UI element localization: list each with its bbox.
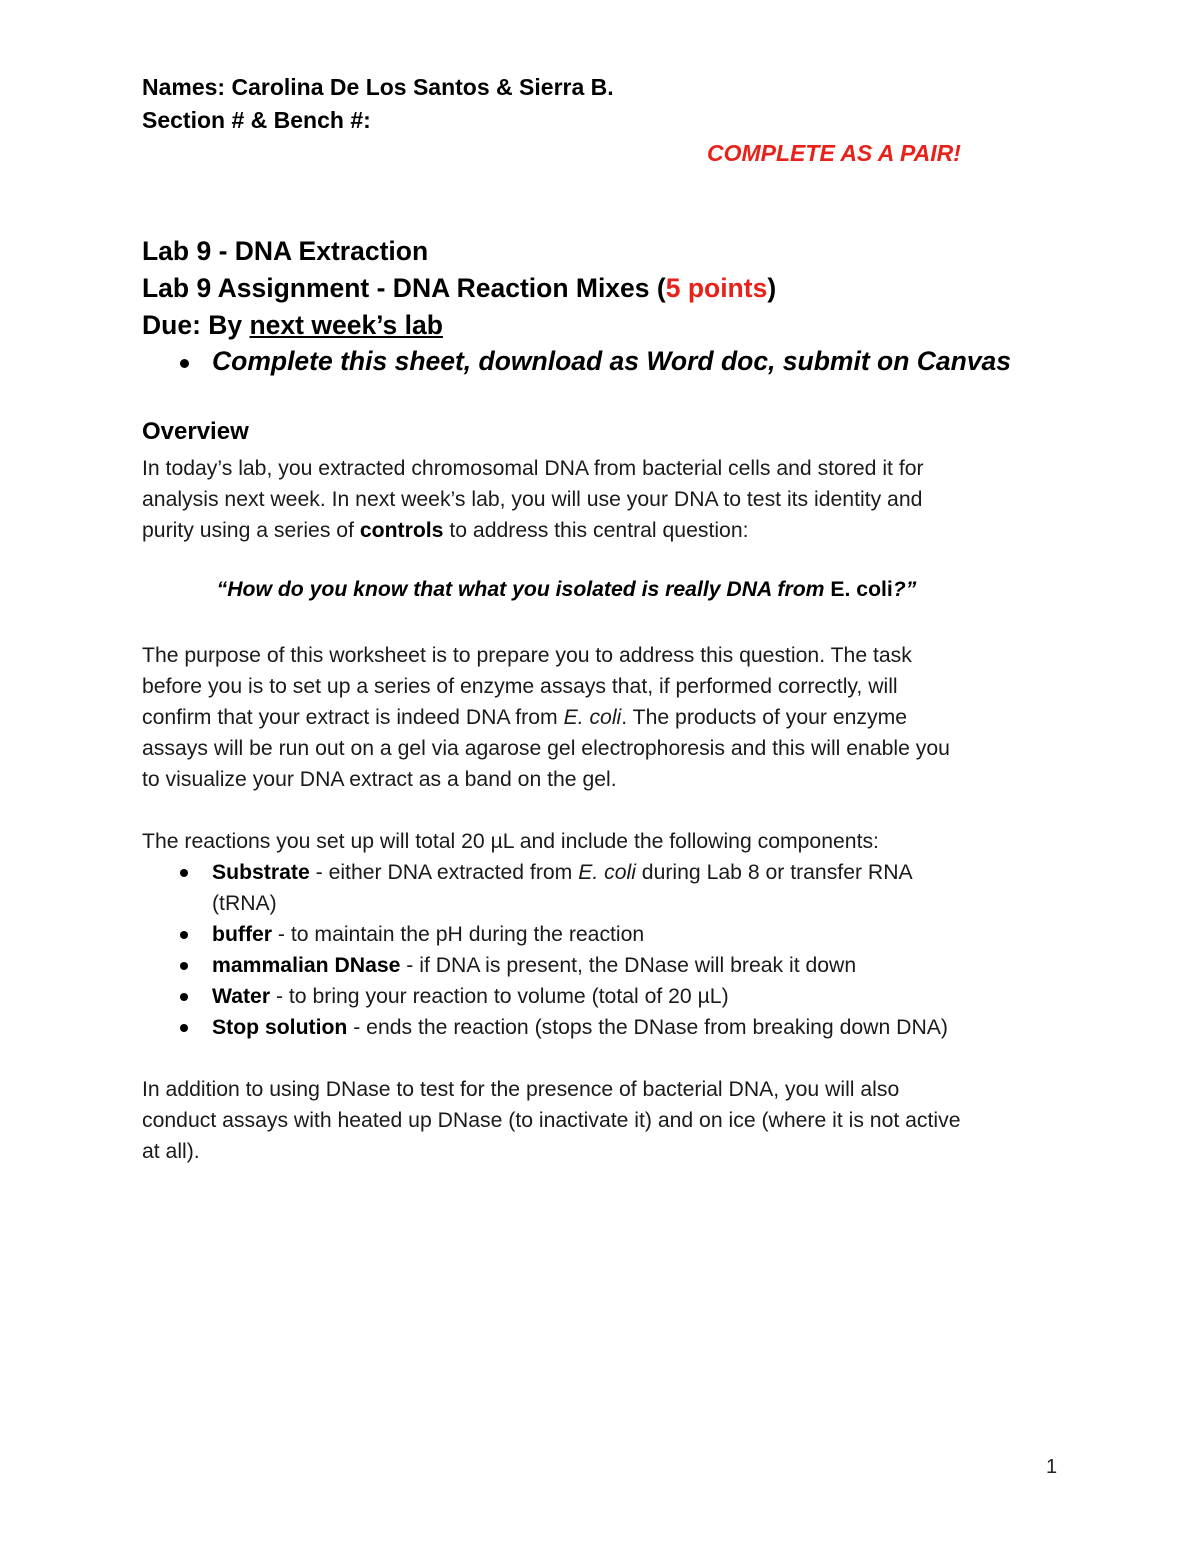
bullet-icon bbox=[180, 869, 188, 877]
paragraph-line: In addition to using DNase to test for the presence of bacterial DNA, you will also bbox=[142, 1078, 900, 1101]
instruction-bullet bbox=[212, 346, 1011, 377]
bullet-icon bbox=[180, 1024, 188, 1032]
component-term: Substrate bbox=[212, 861, 310, 884]
text-run: purity using a series of bbox=[142, 519, 360, 542]
due-prefix: Due: By bbox=[142, 310, 250, 340]
names-line: Names: Carolina De Los Santos & Sierra B. bbox=[142, 74, 614, 100]
text-run: ?” bbox=[892, 578, 917, 601]
paragraph-line: In today’s lab, you extracted chromosomal DNA from bacterial cells and stored it for bbox=[142, 457, 924, 480]
component-item bbox=[212, 1012, 948, 1043]
text-run: E. coli bbox=[830, 578, 893, 601]
section-bench-line: Section # & Bench #: bbox=[142, 107, 371, 133]
bullet-icon bbox=[180, 359, 189, 368]
paragraph-line: The purpose of this worksheet is to prepare you to address this question. The task bbox=[142, 644, 912, 667]
component-term: Stop solution bbox=[212, 1016, 348, 1039]
component-item bbox=[212, 857, 913, 888]
overview-paragraph-2 bbox=[142, 640, 1062, 795]
text-run: during Lab 8 or transfer RNA bbox=[635, 861, 913, 884]
text-run: - to maintain the pH during the reaction bbox=[272, 923, 645, 946]
paragraph-line bbox=[142, 702, 1062, 733]
text-run: - if DNA is present, the DNase will break it down bbox=[400, 954, 857, 977]
text-run: confirm that your extract is indeed DNA from bbox=[142, 706, 564, 729]
component-item bbox=[212, 919, 644, 950]
components-intro bbox=[142, 826, 1062, 857]
central-question bbox=[0, 578, 1133, 602]
component-term: mammalian DNase bbox=[212, 954, 401, 977]
bullet-icon bbox=[180, 993, 188, 1001]
assignment-title-suffix: ) bbox=[767, 273, 777, 303]
bullet-icon bbox=[180, 931, 188, 939]
text-run: E. coli bbox=[578, 861, 636, 884]
text-run: “How do you know that what you isolated is really DNA from bbox=[216, 578, 831, 601]
text-run: to address this central question: bbox=[443, 519, 749, 542]
text-run: - either DNA extracted from bbox=[309, 861, 579, 884]
paragraph-line bbox=[142, 515, 1062, 546]
assignment-points: 5 points bbox=[665, 273, 768, 303]
paragraph-line: assays will be run out on a gel via agarose gel electrophoresis and this will enable you bbox=[142, 737, 950, 760]
overview-heading: Overview bbox=[142, 418, 249, 445]
paragraph-line: at all). bbox=[142, 1140, 200, 1163]
assignment-title bbox=[142, 272, 776, 304]
paragraph-line: to visualize your DNA extract as a band on the gel. bbox=[142, 768, 617, 791]
paragraph-line: conduct assays with heated up DNase (to inactivate it) and on ice (where it is not active bbox=[142, 1109, 961, 1132]
controls-term: controls bbox=[359, 519, 444, 542]
paragraph-line: before you is to set up a series of enzyme assays that, if performed correctly, will bbox=[142, 675, 898, 698]
component-item-continued bbox=[212, 888, 277, 919]
due-line bbox=[142, 309, 443, 341]
complete-as-pair-note: COMPLETE AS A PAIR! bbox=[707, 140, 961, 166]
assignment-title-prefix: Lab 9 Assignment - DNA Reaction Mixes ( bbox=[142, 273, 666, 303]
lab-title: Lab 9 - DNA Extraction bbox=[142, 236, 429, 266]
overview-paragraph-4 bbox=[142, 1074, 1062, 1167]
component-term: buffer bbox=[212, 923, 273, 946]
text-run: - ends the reaction (stops the DNase from breaking down DNA) bbox=[347, 1016, 948, 1039]
paragraph-line: The reactions you set up will total 20 µL and include the following components: bbox=[142, 830, 879, 853]
component-item bbox=[212, 950, 856, 981]
bullet-icon bbox=[180, 962, 188, 970]
page-number: 1 bbox=[1046, 1456, 1058, 1478]
overview-paragraph-1 bbox=[142, 453, 1062, 546]
text-run: E. coli bbox=[563, 706, 622, 729]
instruction-text: Complete this sheet, download as Word doc, submit on Canvas bbox=[212, 346, 1012, 376]
component-item bbox=[212, 981, 729, 1012]
due-date: next week’s lab bbox=[249, 310, 443, 340]
text-run: (tRNA) bbox=[212, 892, 277, 915]
paragraph-line: analysis next week. In next week’s lab, you will use your DNA to test its identity and bbox=[142, 488, 923, 511]
text-run: . The products of your enzyme bbox=[621, 706, 908, 729]
text-run: - to bring your reaction to volume (total of 20 µL) bbox=[270, 985, 729, 1008]
component-term: Water bbox=[212, 985, 271, 1008]
